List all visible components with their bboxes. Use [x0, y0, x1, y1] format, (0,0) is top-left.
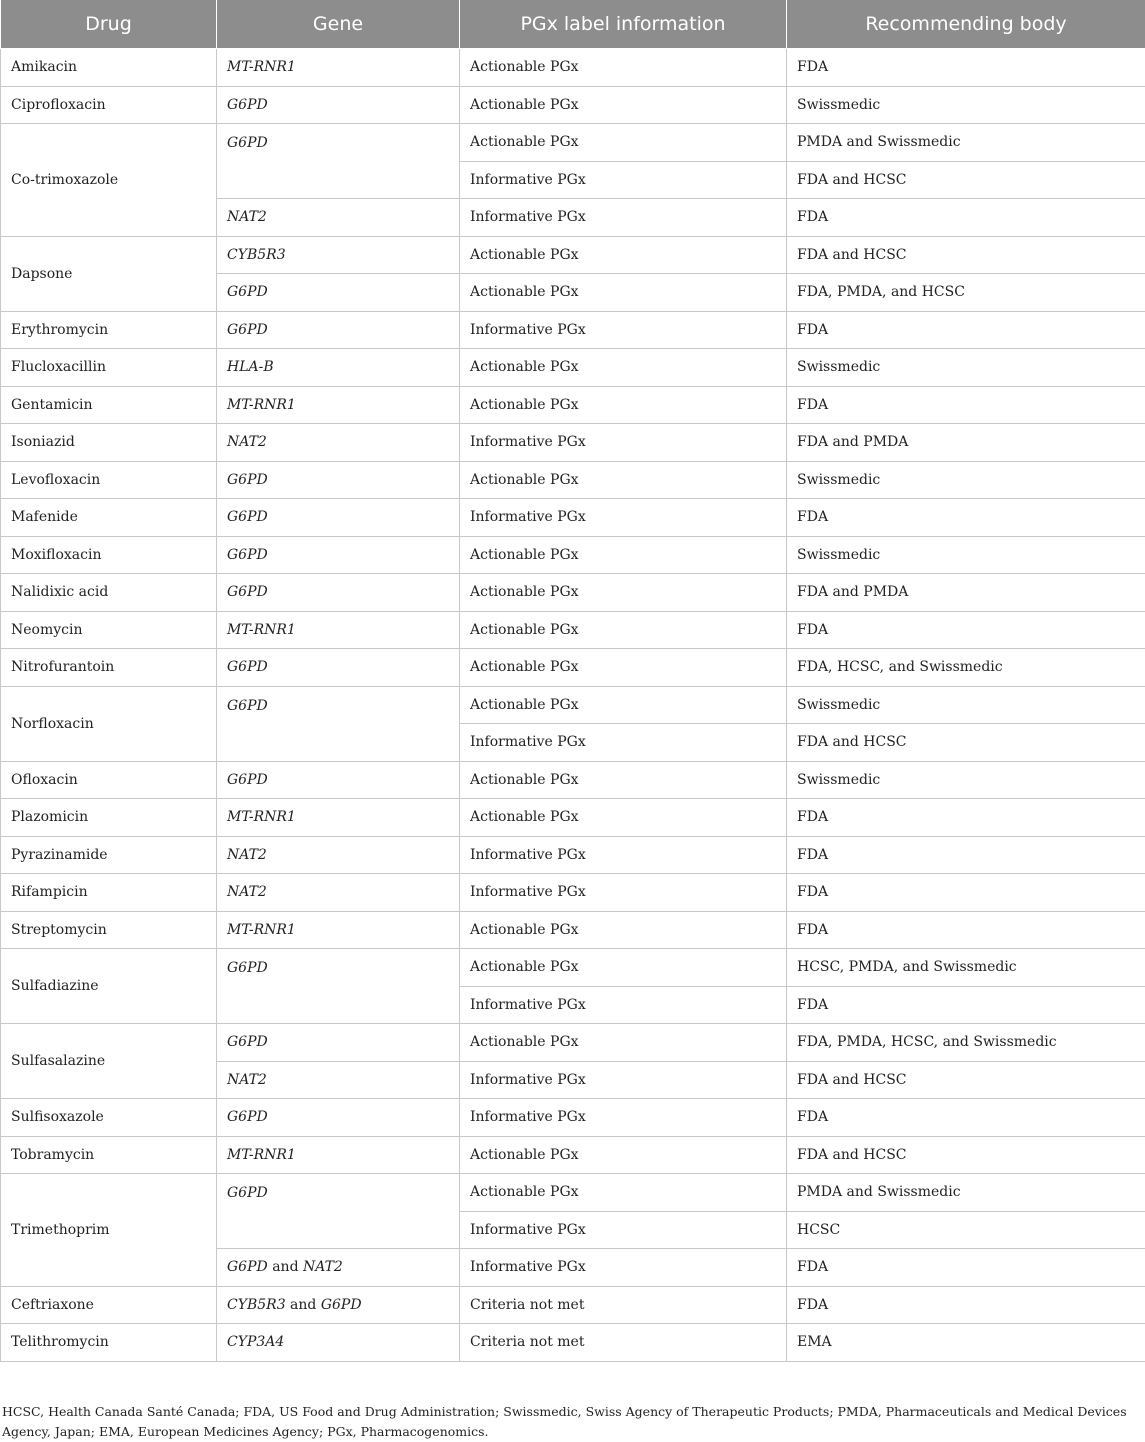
- table-row: [1, 949, 1145, 987]
- table-row: [1, 1136, 1145, 1174]
- gene-cell: G6PD: [217, 949, 460, 1024]
- pgx-cell: Actionable PGx: [460, 124, 787, 162]
- gene-cell: NAT2: [217, 424, 460, 462]
- drug-cell: Co-trimoxazole: [1, 124, 217, 237]
- table-row: [1, 124, 1145, 162]
- gene-cell: G6PD: [217, 274, 460, 312]
- gene-name: NAT2: [303, 1259, 343, 1275]
- pgx-cell: Informative PGx: [460, 1249, 787, 1287]
- pgx-cell: Informative PGx: [460, 1061, 787, 1099]
- header-pgx: PGx label information: [460, 0, 787, 49]
- gene-cell: G6PD: [217, 311, 460, 349]
- drug-cell: Nalidixic acid: [1, 574, 217, 612]
- pgx-cell: Actionable PGx: [460, 536, 787, 574]
- drug-cell: Telithromycin: [1, 1324, 217, 1362]
- body-cell: Swissmedic: [787, 461, 1145, 499]
- drug-cell: Pyrazinamide: [1, 836, 217, 874]
- body-cell: FDA: [787, 874, 1145, 912]
- pgx-cell: Informative PGx: [460, 724, 787, 762]
- gene-cell: G6PD: [217, 86, 460, 124]
- drug-cell: Plazomicin: [1, 799, 217, 837]
- pgx-cell: Informative PGx: [460, 874, 787, 912]
- pgx-cell: Actionable PGx: [460, 611, 787, 649]
- table-row: [1, 911, 1145, 949]
- pgx-cell: Actionable PGx: [460, 86, 787, 124]
- gene-cell: MT-RNR1: [217, 386, 460, 424]
- table-row: [1, 1286, 1145, 1324]
- body-cell: FDA: [787, 799, 1145, 837]
- pgx-cell: Actionable PGx: [460, 1024, 787, 1062]
- gene-cell: G6PD: [217, 536, 460, 574]
- body-cell: FDA: [787, 911, 1145, 949]
- drug-cell: Dapsone: [1, 236, 217, 311]
- pgx-cell: Actionable PGx: [460, 911, 787, 949]
- table-footnote: HCSC, Health Canada Santé Canada; FDA, US Food and Drug Administration; Swissmedic, Swiss Agency of Therapeutic Products; PMDA, Pharmaceuticals and Medical Devices Agency, Japan; EMA, European Medicines Agency; PGx, Pharmacogenomics.: [2, 1402, 1142, 1442]
- pgx-cell: Actionable PGx: [460, 236, 787, 274]
- drug-cell: Nitrofurantoin: [1, 649, 217, 687]
- body-cell: FDA: [787, 1249, 1145, 1287]
- gene-cell: G6PD: [217, 1024, 460, 1062]
- gene-cell: [217, 1286, 460, 1324]
- table-row: [1, 86, 1145, 124]
- body-cell: FDA and HCSC: [787, 1061, 1145, 1099]
- pgx-cell: Actionable PGx: [460, 1136, 787, 1174]
- pgx-cell: Informative PGx: [460, 161, 787, 199]
- pgx-cell: Actionable PGx: [460, 49, 787, 87]
- header-body: Recommending body: [787, 0, 1145, 49]
- gene-cell: G6PD: [217, 124, 460, 199]
- body-cell: FDA: [787, 986, 1145, 1024]
- drug-cell: Levofloxacin: [1, 461, 217, 499]
- body-cell: FDA and HCSC: [787, 161, 1145, 199]
- pgx-cell: Actionable PGx: [460, 349, 787, 387]
- gene-cell: MT-RNR1: [217, 611, 460, 649]
- body-cell: PMDA and Swissmedic: [787, 124, 1145, 162]
- gene-cell: NAT2: [217, 1061, 460, 1099]
- drug-cell: Moxifloxacin: [1, 536, 217, 574]
- body-cell: Swissmedic: [787, 86, 1145, 124]
- pgx-cell: Informative PGx: [460, 199, 787, 237]
- header-drug: Drug: [1, 0, 217, 49]
- pgx-cell: Actionable PGx: [460, 799, 787, 837]
- drug-cell: Mafenide: [1, 499, 217, 537]
- body-cell: FDA, HCSC, and Swissmedic: [787, 649, 1145, 687]
- drug-cell: Tobramycin: [1, 1136, 217, 1174]
- drug-cell: Amikacin: [1, 49, 217, 87]
- body-cell: Swissmedic: [787, 761, 1145, 799]
- drug-cell: Norfloxacin: [1, 686, 217, 761]
- body-cell: FDA: [787, 836, 1145, 874]
- gene-name: G6PD: [227, 1259, 268, 1275]
- gene-cell: MT-RNR1: [217, 1136, 460, 1174]
- gene-conjunction: and: [268, 1259, 303, 1275]
- pgx-cell: Criteria not met: [460, 1324, 787, 1362]
- table-row: [1, 649, 1145, 687]
- drug-cell: Sulfadiazine: [1, 949, 217, 1024]
- body-cell: FDA: [787, 611, 1145, 649]
- gene-cell: NAT2: [217, 874, 460, 912]
- table-row: [1, 836, 1145, 874]
- pgx-cell: Actionable PGx: [460, 274, 787, 312]
- pgx-cell: Actionable PGx: [460, 461, 787, 499]
- body-cell: PMDA and Swissmedic: [787, 1174, 1145, 1212]
- gene-cell: G6PD: [217, 574, 460, 612]
- pgx-cell: Informative PGx: [460, 1099, 787, 1137]
- header-row: [1, 0, 1145, 49]
- table-row: [1, 1174, 1145, 1212]
- gene-cell: [217, 1249, 460, 1287]
- table-row: [1, 499, 1145, 537]
- drug-cell: Trimethoprim: [1, 1174, 217, 1287]
- gene-cell: MT-RNR1: [217, 799, 460, 837]
- drug-cell: Neomycin: [1, 611, 217, 649]
- table-row: [1, 349, 1145, 387]
- table-row: [1, 574, 1145, 612]
- table-row: [1, 686, 1145, 724]
- body-cell: HCSC, PMDA, and Swissmedic: [787, 949, 1145, 987]
- pgx-cell: Informative PGx: [460, 499, 787, 537]
- body-cell: FDA, PMDA, and HCSC: [787, 274, 1145, 312]
- pgx-cell: Actionable PGx: [460, 949, 787, 987]
- body-cell: EMA: [787, 1324, 1145, 1362]
- pgx-cell: Actionable PGx: [460, 574, 787, 612]
- body-cell: FDA: [787, 199, 1145, 237]
- drug-cell: Ciprofloxacin: [1, 86, 217, 124]
- drug-cell: Gentamicin: [1, 386, 217, 424]
- body-cell: Swissmedic: [787, 349, 1145, 387]
- drug-cell: Erythromycin: [1, 311, 217, 349]
- gene-cell: G6PD: [217, 499, 460, 537]
- body-cell: FDA: [787, 386, 1145, 424]
- table-row: [1, 1099, 1145, 1137]
- gene-cell: G6PD: [217, 649, 460, 687]
- gene-name: CYB5R3: [227, 1297, 286, 1313]
- body-cell: FDA and PMDA: [787, 574, 1145, 612]
- gene-cell: MT-RNR1: [217, 49, 460, 87]
- gene-cell: HLA-B: [217, 349, 460, 387]
- body-cell: FDA, PMDA, HCSC, and Swissmedic: [787, 1024, 1145, 1062]
- pgx-cell: Actionable PGx: [460, 649, 787, 687]
- pgx-cell: Actionable PGx: [460, 386, 787, 424]
- body-cell: FDA: [787, 499, 1145, 537]
- table-row: [1, 611, 1145, 649]
- pgx-cell: Informative PGx: [460, 986, 787, 1024]
- pgx-cell: Informative PGx: [460, 311, 787, 349]
- drug-cell: Ofloxacin: [1, 761, 217, 799]
- gene-cell: CYB5R3: [217, 236, 460, 274]
- table-row: [1, 874, 1145, 912]
- gene-cell: G6PD: [217, 1099, 460, 1137]
- drug-cell: Sulfasalazine: [1, 1024, 217, 1099]
- body-cell: HCSC: [787, 1211, 1145, 1249]
- body-cell: FDA: [787, 49, 1145, 87]
- body-cell: Swissmedic: [787, 686, 1145, 724]
- table-row: [1, 536, 1145, 574]
- header-gene: Gene: [217, 0, 460, 49]
- table-row: [1, 1324, 1145, 1362]
- table-row: [1, 1024, 1145, 1062]
- drug-cell: Flucloxacillin: [1, 349, 217, 387]
- drug-cell: Sulfisoxazole: [1, 1099, 217, 1137]
- pgx-cell: Criteria not met: [460, 1286, 787, 1324]
- body-cell: Swissmedic: [787, 536, 1145, 574]
- drug-cell: Isoniazid: [1, 424, 217, 462]
- gene-cell: G6PD: [217, 1174, 460, 1249]
- table-row: [1, 799, 1145, 837]
- gene-name: G6PD: [321, 1297, 362, 1313]
- body-cell: FDA: [787, 311, 1145, 349]
- table-row: [1, 424, 1145, 462]
- gene-cell: NAT2: [217, 836, 460, 874]
- body-cell: FDA and HCSC: [787, 236, 1145, 274]
- drug-cell: Ceftriaxone: [1, 1286, 217, 1324]
- body-cell: FDA and HCSC: [787, 724, 1145, 762]
- table-row: [1, 386, 1145, 424]
- pgx-cell: Actionable PGx: [460, 1174, 787, 1212]
- pgx-cell: Actionable PGx: [460, 761, 787, 799]
- pgx-cell: Actionable PGx: [460, 686, 787, 724]
- drug-cell: Rifampicin: [1, 874, 217, 912]
- gene-cell: NAT2: [217, 199, 460, 237]
- pgx-cell: Informative PGx: [460, 1211, 787, 1249]
- drug-cell: Streptomycin: [1, 911, 217, 949]
- table-row: [1, 311, 1145, 349]
- gene-cell: G6PD: [217, 686, 460, 761]
- gene-cell: G6PD: [217, 461, 460, 499]
- table-row: [1, 761, 1145, 799]
- body-cell: FDA and PMDA: [787, 424, 1145, 462]
- body-cell: FDA: [787, 1286, 1145, 1324]
- gene-cell: MT-RNR1: [217, 911, 460, 949]
- table-row: [1, 236, 1145, 274]
- pgx-cell: Informative PGx: [460, 836, 787, 874]
- gene-conjunction: and: [286, 1297, 321, 1313]
- table-row: [1, 49, 1145, 87]
- gene-cell: G6PD: [217, 761, 460, 799]
- gene-cell: CYP3A4: [217, 1324, 460, 1362]
- body-cell: FDA and HCSC: [787, 1136, 1145, 1174]
- pgx-cell: Informative PGx: [460, 424, 787, 462]
- body-cell: FDA: [787, 1099, 1145, 1137]
- table-row: [1, 461, 1145, 499]
